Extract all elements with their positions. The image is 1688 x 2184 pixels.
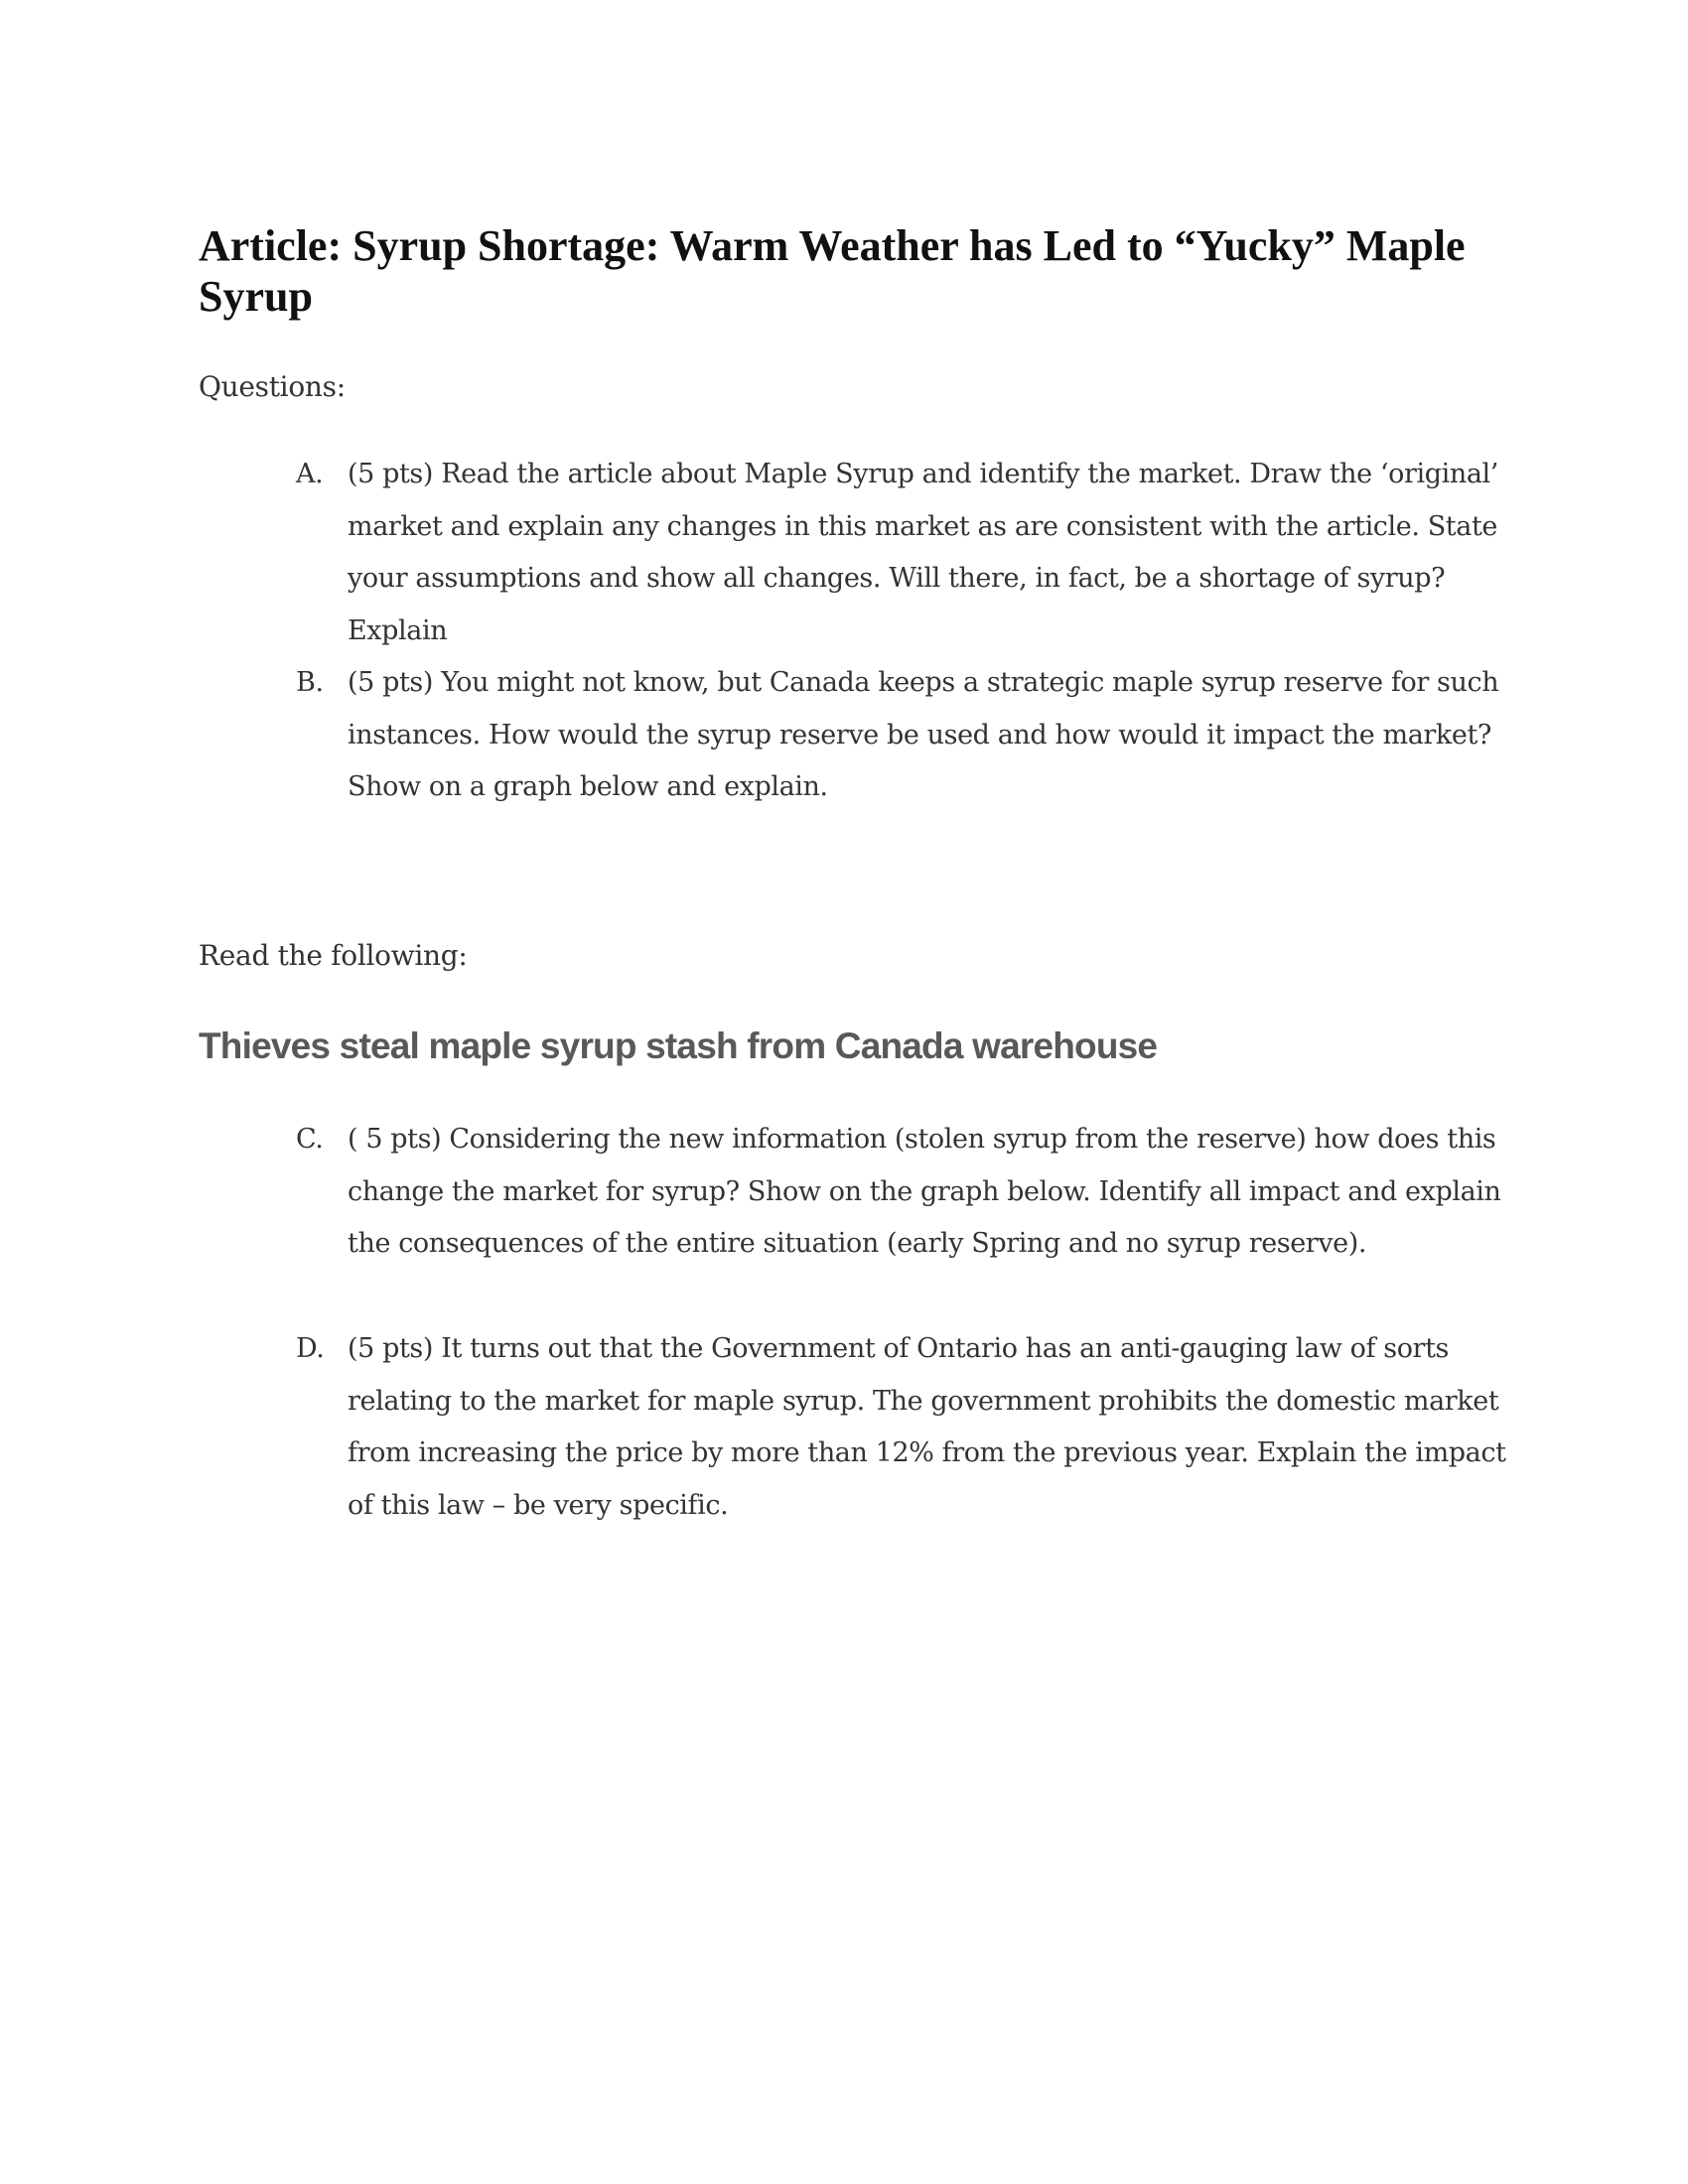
article-headline: Thieves steal maple syrup stash from Canada warehouse bbox=[199, 1025, 1158, 1066]
question-c-text: ( 5 pts) Considering the new information (stolen syrup from the reserve) how does this change the market for syrup? Show on the graph below. Identify all impact and explain the consequences of the entire situation (early Spring and no syrup reserve). bbox=[348, 1124, 1501, 1259]
question-a-marker: A. bbox=[296, 459, 324, 489]
question-a-text: (5 pts) Read the article about Maple Syrup and identify the market. Draw the ‘original’ market and explain any changes in this market as are consistent with the article. State your assumptions and show all changes. Will there, in fact, be a shortage of syrup? Explain bbox=[348, 459, 1498, 646]
question-list-ab bbox=[296, 449, 1517, 814]
question-d-text: (5 pts) It turns out that the Government of Ontario has an anti-gauging law of sorts relating to the market for maple syrup. The government prohibits the domestic market from increasing the price by more than 12% from the previous year. Explain the impact of this law – be very specific. bbox=[348, 1333, 1506, 1521]
question-c-marker: C. bbox=[296, 1124, 324, 1155]
question-a bbox=[296, 449, 1517, 657]
question-list-d bbox=[296, 1323, 1517, 1532]
read-following-label: Read the following: bbox=[199, 939, 468, 972]
question-list-c bbox=[296, 1114, 1517, 1271]
question-d bbox=[296, 1323, 1517, 1532]
question-b-text: (5 pts) You might not know, but Canada keeps a strategic maple syrup reserve for such instances. How would the syrup reserve be used and how would it impact the market? Show on a graph below and explain. bbox=[348, 667, 1499, 802]
questions-label: Questions: bbox=[199, 370, 346, 403]
question-d-marker: D. bbox=[296, 1333, 325, 1364]
question-b-marker: B. bbox=[296, 667, 324, 698]
question-c bbox=[296, 1114, 1517, 1271]
question-b bbox=[296, 657, 1517, 814]
page-title: Article: Syrup Shortage: Warm Weather has Led to “Yucky” Maple Syrup bbox=[199, 221, 1466, 321]
